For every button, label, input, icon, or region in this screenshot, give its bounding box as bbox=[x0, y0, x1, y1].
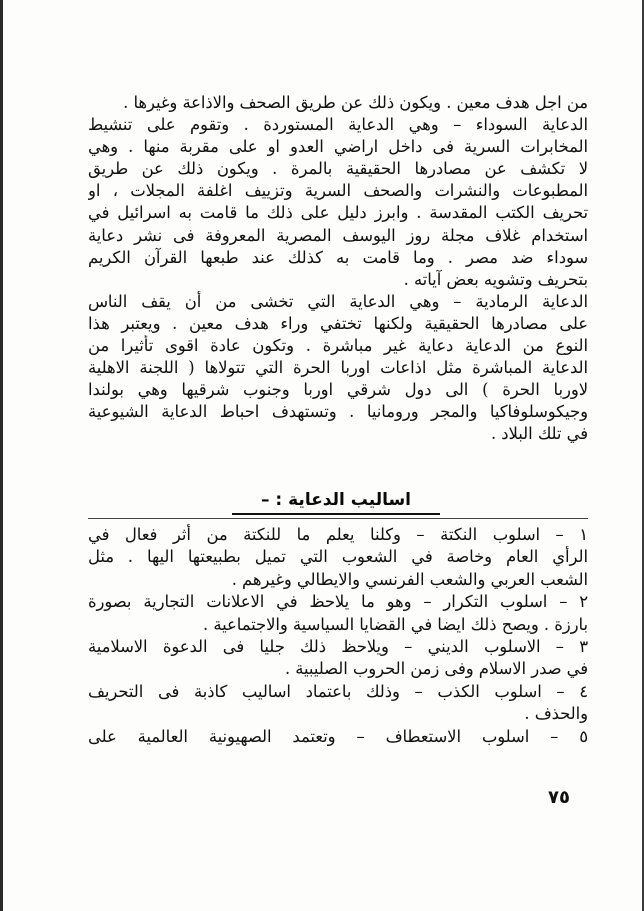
black-propaganda-line: استخدام غلاف مجلة روز اليوسف المصرية المعروفة فى نشر دعاية bbox=[88, 225, 588, 245]
grey-propaganda-line: في تلك البلاد . bbox=[490, 424, 588, 444]
intro-line: من اجل هدف معين . ويكون ذلك عن طريق الصحف والاذاعة وغيرها . bbox=[123, 93, 588, 112]
method-line: الرأي العام وخاصة في الشعوب التي تميل بطبيعتها اليها . مثل bbox=[88, 547, 588, 567]
body-text bbox=[88, 92, 588, 446]
method-line: ٤ – اسلوب الكذب – وذلك باعتماد اساليب كاذبة فى التحريف bbox=[88, 681, 588, 701]
method-line: ٢ – اسلوب التكرار – وهو ما يلاحظ في الاعلانات التجارية بصورة bbox=[88, 592, 588, 612]
grey-propaganda-line: الدعاية الرمادية – وهي الدعاية التي تخشى من أن يقف الناس bbox=[88, 291, 588, 311]
grey-propaganda-line: لاوربا الحرة ) الى دول شرقي اوربا وجنوب شرقيها وهي بولندا bbox=[88, 380, 588, 400]
scan-edge-left bbox=[0, 0, 3, 911]
method-line: بارزة . ويصح ذلك ايضا في القضايا السياسية والاجتماعية . bbox=[203, 614, 588, 634]
black-propaganda-line: لا تكشف عن مصادرها الحقيقية بالمرة . ويكون ذلك عن طريق bbox=[88, 159, 588, 179]
method-line: ٣ – الاسلوب الديني – ويلاحظ ذلك جليا فى الدعوة الاسلامية bbox=[88, 636, 588, 656]
grey-propaganda-line: على مصادرها الحقيقية ولكنها تختفي وراء هدف معين . ويعتبر هذا bbox=[88, 313, 588, 333]
method-line: ١ – اسلوب النكتة – وكلنا يعلم ما للنكتة من أثر فعال في bbox=[88, 525, 588, 544]
black-propaganda-line: بتحريف وتشويه بعض آياته . bbox=[403, 269, 588, 289]
section-heading: اساليب الدعاية : – bbox=[260, 490, 412, 510]
grey-propaganda-line: الدعاية المباشرة مثل اذاعات اوربا الحرة التي تتولاها ( اللجنة الاهلية bbox=[88, 358, 588, 378]
black-propaganda-line: الدعاية السوداء – وهي الدعاية المستوردة . وتقوم على تنشيط bbox=[88, 115, 588, 135]
page-number: ٧٥ bbox=[548, 787, 570, 808]
black-propaganda-line: المخابرات السرية فى داخل اراضي العدو او على مقربة منها . وهي bbox=[88, 137, 588, 157]
grey-propaganda-line: النوع من الدعاية دعاية غير مباشرة . وتكون عادة اقوى تأثيرا من bbox=[88, 336, 588, 356]
black-propaganda-line: سوداء ضد مصر . وما قامت به كذلك عند طبعها القرآن الكريم bbox=[88, 247, 588, 267]
black-propaganda-line: تحريف الكتب المقدسة . وابرز دليل على ذلك ما قامت به اسرائيل في bbox=[88, 203, 588, 223]
method-line: في صدر الاسلام وفى زمن الحروب الصليبية . bbox=[284, 659, 588, 679]
divider-rule bbox=[88, 518, 588, 519]
method-line: والحذف . bbox=[524, 704, 588, 724]
heading-underline bbox=[232, 513, 440, 515]
method-line: ٥ – اسلوب الاستعطاف – وتعتمد الصهيونية العالمية على bbox=[88, 726, 588, 746]
methods-list bbox=[88, 524, 588, 748]
method-line: الشعب العربي والشعب الفرنسي والايطالي وغيرهم . bbox=[231, 569, 588, 589]
black-propaganda-line: المطبوعات والنشرات والصحف السرية وتزييف اغلفة المجلات ، او bbox=[88, 181, 588, 201]
grey-propaganda-line: وجيكوسلوفاكيا والمجر ورومانيا . وتستهدف احباط الدعاية الشيوعية bbox=[88, 402, 588, 422]
